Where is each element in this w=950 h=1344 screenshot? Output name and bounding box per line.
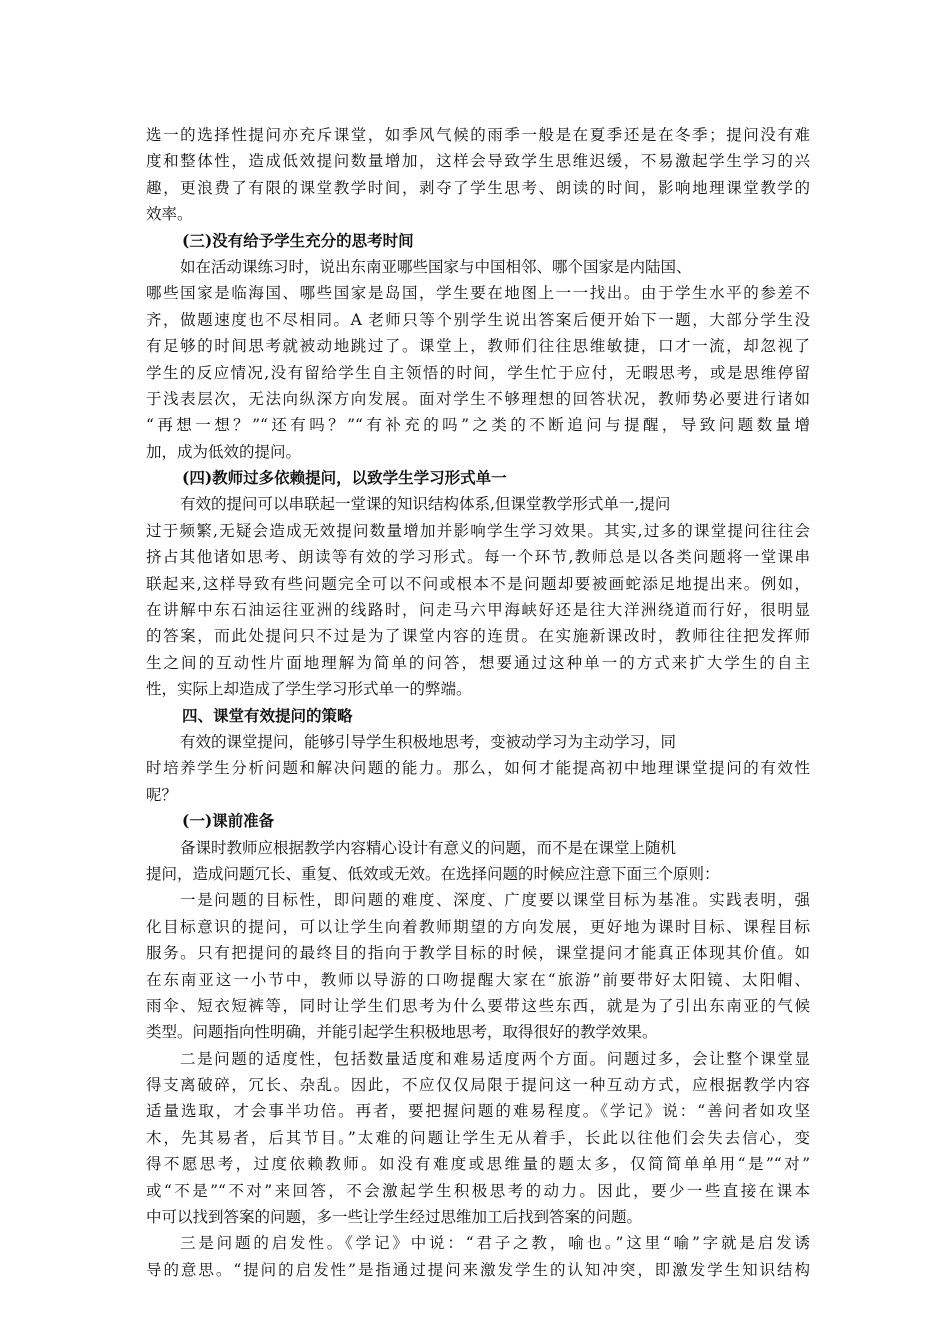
- text-line: 三是问题的启发性。《学记》中说：“君子之教，喻也。”这里“喻”字就是启发诱: [180, 1234, 810, 1253]
- text-line: 趣，更浪费了有限的课堂教学时间，剥夺了学生思考、朗读的时间，影响地理课堂教学的: [146, 178, 810, 197]
- section-heading: (一)课前准备: [182, 811, 275, 831]
- text-line: 学生的反应情况,没有留给学生自主领悟的时间，学生忙于应付，无暇思考，或是思维停留: [146, 363, 810, 382]
- text-line: 度和整体性，造成低效提问数量增加，这样会导致学生思维迟缓，不易激起学生学习的兴: [146, 152, 810, 171]
- text-line: 有效的提问可以串联起一堂课的知识结构体系,但课堂教学形式单一,提问: [180, 495, 671, 514]
- text-line: 的答案，而此处提问只不过是为了课堂内容的连贯。在实施新课改时，教师往往把发挥师: [146, 627, 810, 646]
- text-line: 挤占其他诸如思考、朗读等有效的学习形式。每一个环节,教师总是以各类问题将一堂课串: [146, 548, 810, 567]
- text-line: 雨伞、短衣短裤等，同时让学生们思考为什么要带这些东西，就是为了引出东南亚的气候: [146, 996, 810, 1015]
- text-line: 得不愿思考，过度依赖教师。如没有难度或思维量的题太多，仅简简单单用“是”“对”: [146, 1155, 810, 1174]
- text-line: 木，先其易者，后其节目。”太难的问题让学生无从着手，长此以往他们会失去信心，变: [146, 1128, 810, 1147]
- text-line: 联起来,这样导致有些问题完全可以不问或根本不是问题却要被画蛇添足地提出来。例如，: [146, 574, 810, 593]
- text-line: 有效的课堂提问，能够引导学生积极地思考，变被动学习为主动学习，同: [180, 732, 677, 751]
- text-line: 如在活动课练习时，说出东南亚哪些国家与中国相邻、哪个国家是内陆国、: [180, 257, 692, 276]
- text-line: 化目标意识的提问，可以让学生向着教师期望的方向发展，更好地为课时目标、课程目标: [146, 917, 810, 936]
- text-line: 时培养学生分析问题和解决问题的能力。那么，如何才能提高初中地理课堂提问的有效性: [146, 759, 810, 778]
- text-line: 适量选取，才会事半功倍。再者，要把握问题的难易程度。《学记》说：“善问者如攻坚: [146, 1102, 810, 1121]
- text-line: 哪些国家是临海国、哪些国家是岛国，学生要在地图上一一找出。由于学生水平的参差不: [146, 284, 810, 303]
- text-line: 有足够的时间思考就被动地跳过了。课堂上，教师们往往思维敏捷，口才一流，却忽视了: [146, 337, 810, 356]
- text-line: 于浅表层次，无法向纵深方向发展。面对学生不够理想的回答状况，教师势必要进行诸如: [146, 389, 810, 408]
- text-line: “再想一想？”“还有吗？”“有补充的吗”之类的不断追问与提醒，导致问题数量增: [146, 416, 810, 435]
- text-line: 呢？: [146, 785, 178, 804]
- text-line: 在讲解中东石油运往亚洲的线路时，问走马六甲海峡好还是往大洋洲绕道而行好，很明显: [146, 601, 810, 620]
- section-heading: (三)没有给予学生充分的思考时间: [182, 230, 414, 250]
- text-line: 过于频繁,无疑会造成无效提问数量增加并影响学生学习效果。其实,过多的课堂提问往往会: [146, 521, 810, 540]
- text-line: 齐，做题速度也不尽相同。A 老师只等个别学生说出答案后便开始下一题，大部分学生没: [146, 310, 810, 329]
- text-line: 导的意思。“提问的启发性”是指通过提问来激发学生的认知冲突，即激发学生知识结构: [146, 1260, 810, 1279]
- text-line: 类型。问题指向性明确，并能引起学生积极地思考，取得很好的教学效果。: [146, 1023, 658, 1042]
- text-line: 得支离破碎，冗长、杂乱。因此，不应仅仅局限于提问这一种互动方式，应根据教学内容: [146, 1076, 810, 1095]
- text-line: 中可以找到答案的问题，多一些让学生经过思维加工后找到答案的问题。: [146, 1208, 643, 1227]
- text-line: 加，成为低效的提问。: [146, 442, 302, 461]
- section-heading: (四)教师过多依赖提问，以致学生学习形式单一: [182, 468, 507, 488]
- text-line: 备课时教师应根据教学内容精心设计有意义的问题，而不是在课堂上随机: [180, 838, 677, 857]
- text-line: 选一的选择性提问亦充斥课堂，如季风气候的雨季一般是在夏季还是在冬季；提问没有难: [146, 126, 810, 144]
- text-line: 在东南亚这一小节中，教师以导游的口吻提醒大家在“旅游”前要带好太阳镜、太阳帽、: [146, 970, 810, 989]
- text-line: 性，实际上却造成了学生学习形式单一的弊端。: [146, 680, 472, 699]
- text-line: 或“不是”“不对”来回答，不会激起学生积极思考的动力。因此，要少一些直接在课本: [146, 1181, 810, 1200]
- text-line: 生之间的互动性片面地理解为简单的问答，想要通过这种单一的方式来扩大学生的自主: [146, 653, 810, 672]
- text-line: 提问，造成问题冗长、重复、低效或无效。在选择问题的时候应注意下面三个原则：: [146, 864, 720, 883]
- text-line: 二是问题的适度性，包括数量适度和难易适度两个方面。问题过多，会让整个课堂显: [180, 1049, 810, 1068]
- text-line: 效率。: [146, 205, 193, 224]
- text-line: 一是问题的目标性，即问题的难度、深度、广度要以课堂目标为基准。实践表明，强: [180, 891, 810, 910]
- text-line: 服务。只有把提问的最终目的指向于教学目标的时候，课堂提问才能真正体现其价值。如: [146, 944, 810, 963]
- section-heading: 四、课堂有效提问的策略: [182, 705, 353, 725]
